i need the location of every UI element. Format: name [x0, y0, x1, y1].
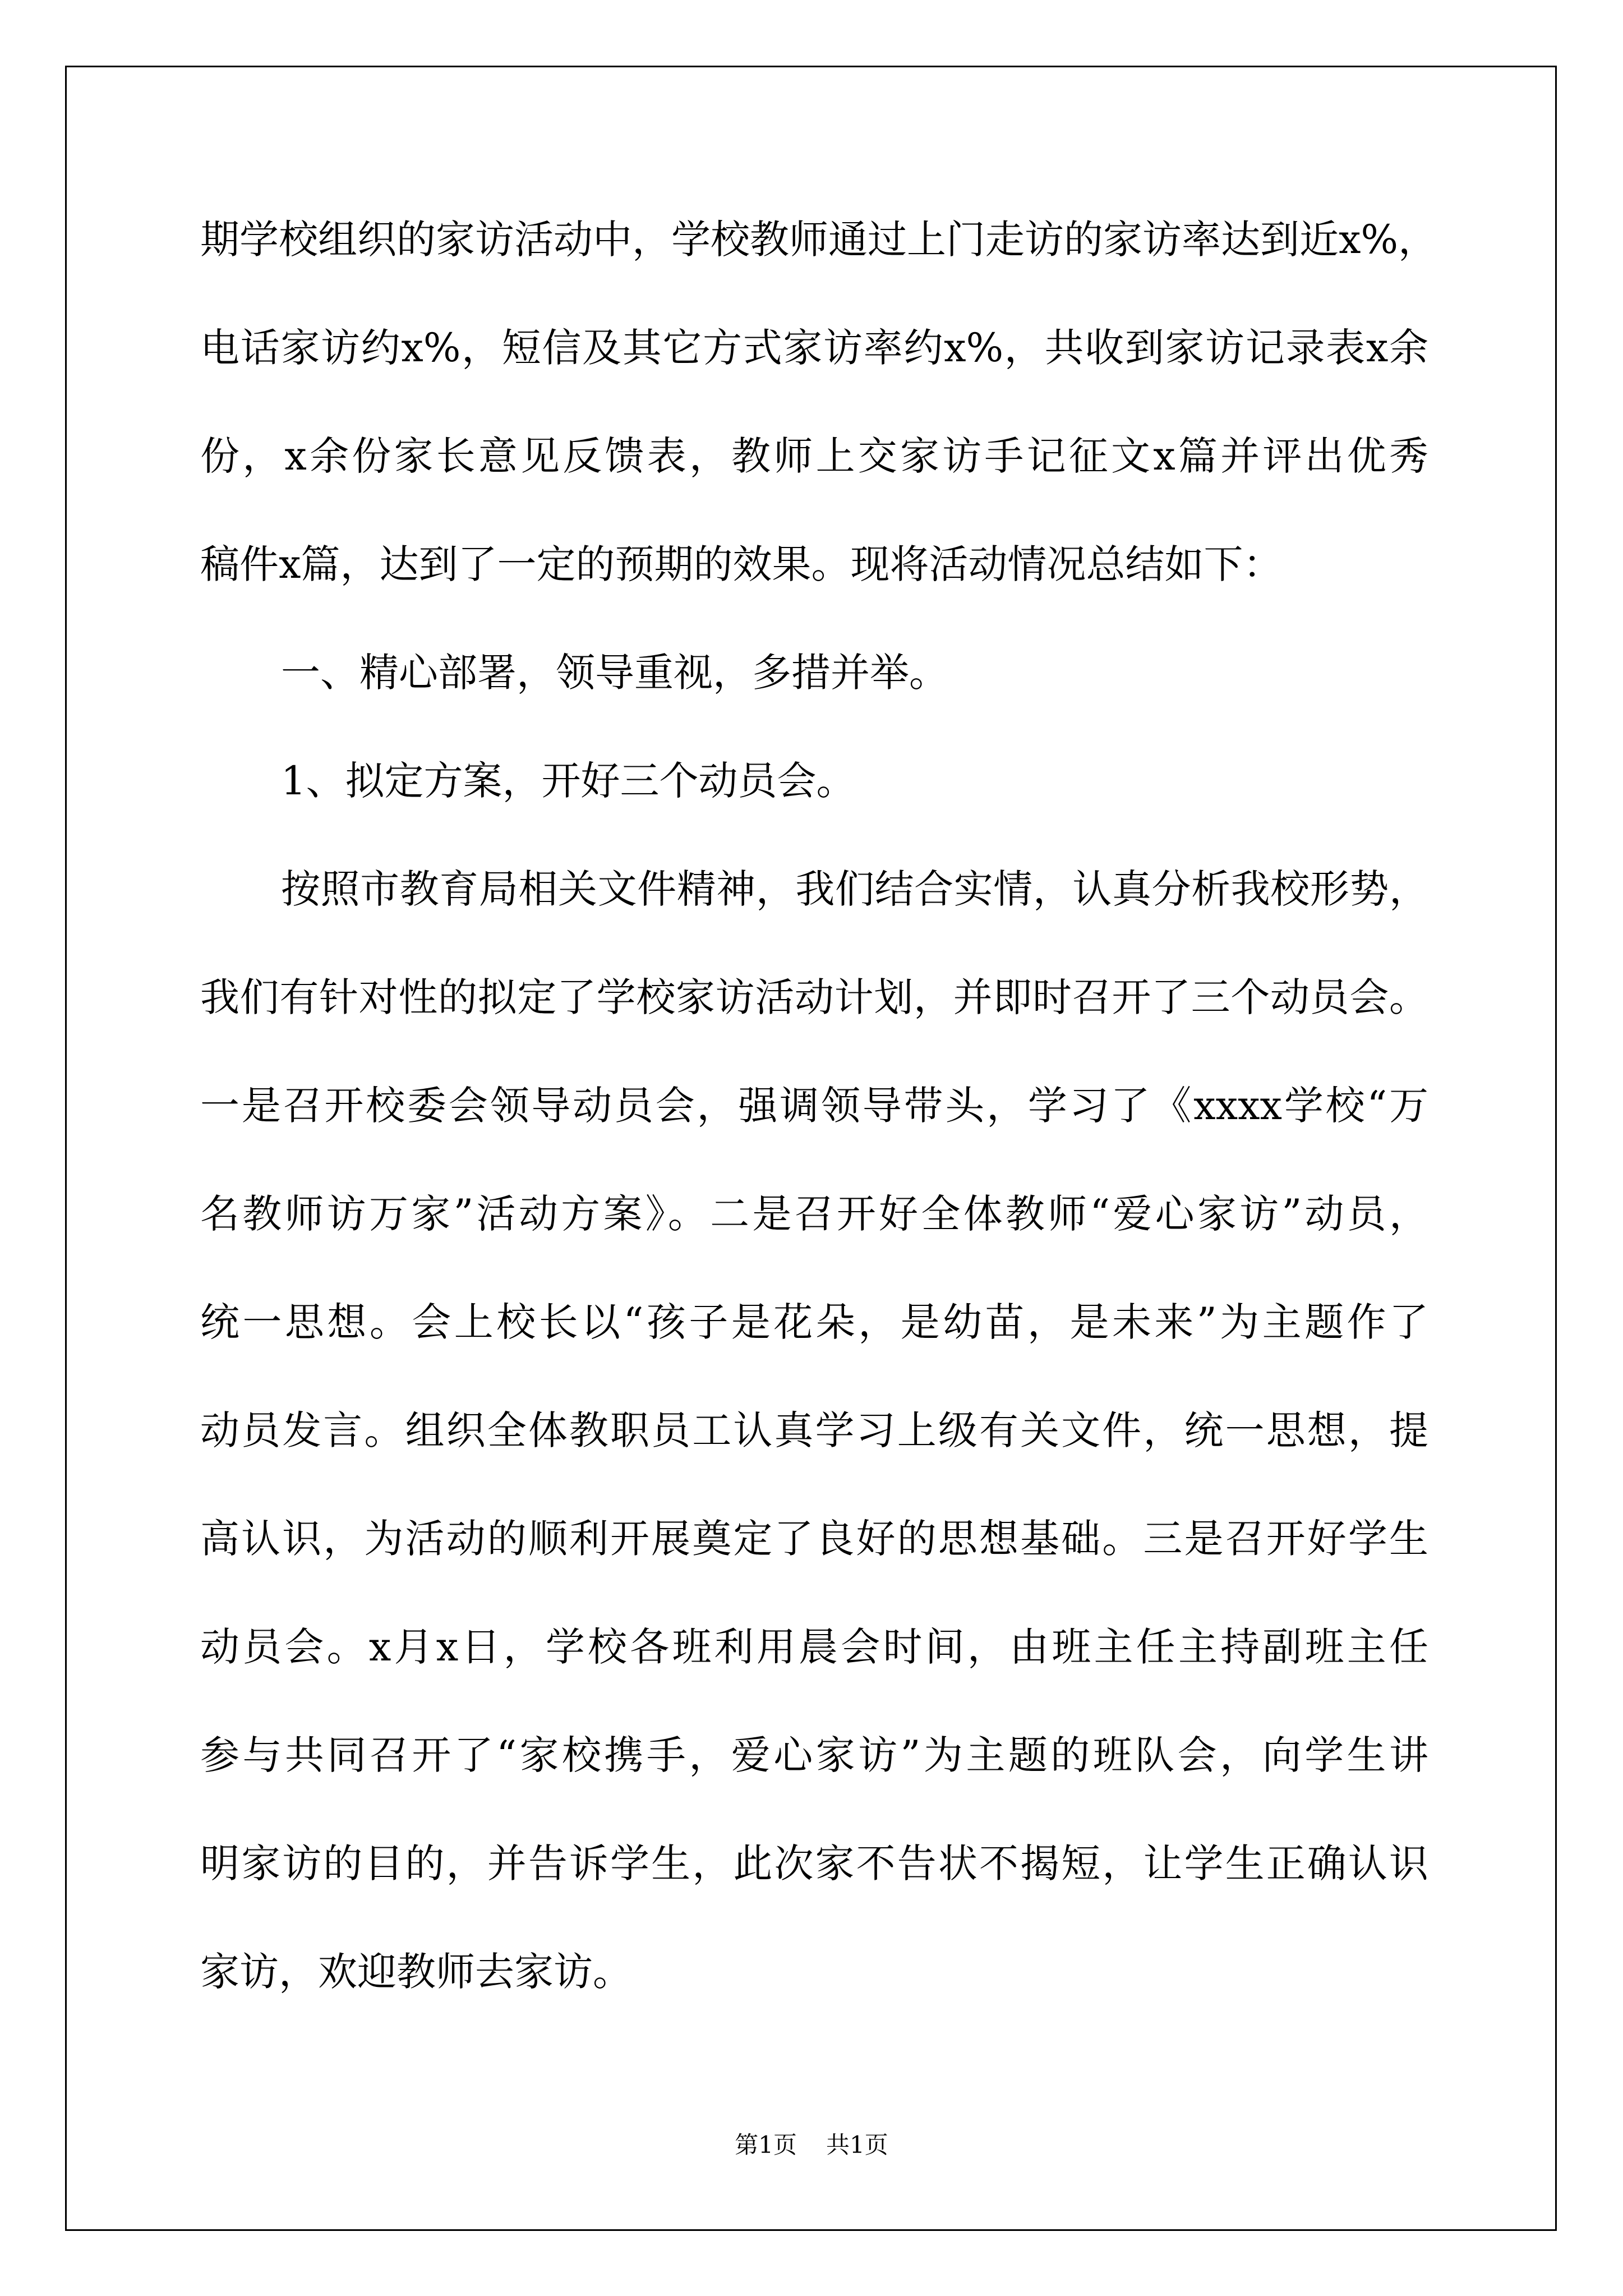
- subsection-heading: 1、拟定方案，开好三个动员会。: [281, 758, 856, 804]
- text-line: 统一思想。会上校长以“孩子是花朵，是幼苗，是未来”为主题作了: [200, 1299, 1428, 1345]
- page-number-current: 第1页: [735, 2131, 797, 2159]
- text-line: 高认识，为活动的顺利开展奠定了良好的思想基础。三是召开好学生: [200, 1516, 1428, 1562]
- text-line: 份，x余份家长意见反馈表，教师上交家访手记征文x篇并评出优秀: [200, 433, 1428, 479]
- page-number-total: 共1页: [826, 2131, 888, 2159]
- text-line: 电话家访约x%，短信及其它方式家访率约x%，共收到家访记录表x余: [200, 325, 1428, 371]
- text-line: 按照市教育局相关文件精神，我们结合实情，认真分析我校形势，: [281, 866, 1428, 912]
- text-line: 动员会。x月x日，学校各班利用晨会时间，由班主任主持副班主任: [200, 1624, 1428, 1670]
- text-line: 期学校组织的家访活动中，学校教师通过上门走访的家访率达到近x%，: [200, 217, 1437, 263]
- text-line: 动员发言。组织全体教职员工认真学习上级有关文件，统一思想，提: [200, 1407, 1428, 1453]
- text-line: 家访，欢迎教师去家访。: [200, 1949, 632, 1995]
- text-line: 名教师访万家”活动方案》。二是召开好全体教师“爱心家访”动员，: [200, 1191, 1428, 1237]
- text-line: 参与共同召开了“家校携手，爱心家访”为主题的班队会，向学生讲: [200, 1732, 1428, 1778]
- page-footer: [0, 2128, 1623, 2162]
- text-line: 我们有针对性的拟定了学校家访活动计划，并即时召开了三个动员会。: [200, 974, 1428, 1020]
- section-heading: 一、精心部署，领导重视，多措并举。: [281, 650, 948, 696]
- page-border: [65, 66, 1557, 2231]
- text-line: 一是召开校委会领导动员会，强调领导带头，学习了《xxxx学校“万: [200, 1083, 1428, 1129]
- text-line: 稿件x篇，达到了一定的预期的效果。现将活动情况总结如下：: [200, 541, 1283, 587]
- text-line: 明家访的目的，并告诉学生，此次家不告状不揭短，让学生正确认识: [200, 1841, 1428, 1887]
